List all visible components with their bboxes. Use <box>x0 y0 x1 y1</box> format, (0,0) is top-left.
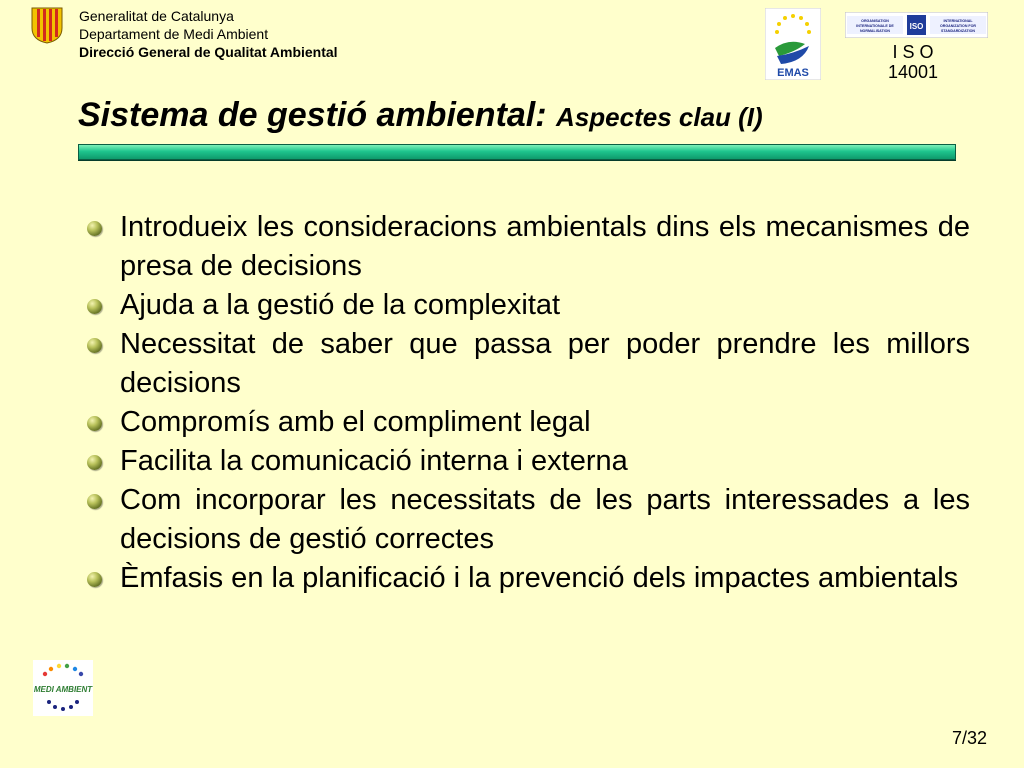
title-main: Sistema de gestió ambiental: <box>78 96 547 134</box>
bullet-icon <box>87 455 102 470</box>
list-item <box>85 286 970 325</box>
bullet-icon <box>87 572 102 587</box>
medi-ambient-logo <box>33 660 93 716</box>
page-number: 7/32 <box>951 728 987 748</box>
bullet-text: Ajuda a la gestió de la complexitat <box>120 289 561 321</box>
iso-line-1: I S O <box>892 42 934 62</box>
iso-line-2: 14001 <box>887 62 939 82</box>
list-item <box>85 208 970 286</box>
iso-standard-label <box>882 42 944 82</box>
bullet-text: Facilita la comunicació interna i externa <box>120 445 628 477</box>
bullet-icon <box>87 299 102 314</box>
org-line-1: Generalitat de Catalunya <box>79 8 234 24</box>
bullet-text: Necessitat de saber que passa per poder prendre les millors decisions <box>120 328 970 399</box>
list-item <box>85 403 970 442</box>
title-sub: Aspectes clau (I) <box>556 102 763 132</box>
list-item <box>85 481 970 559</box>
bullet-icon <box>87 494 102 509</box>
bullet-icon <box>87 221 102 236</box>
svg-text:STANDARDIZATION: STANDARDIZATION <box>940 29 976 33</box>
svg-text:NORMALISATION: NORMALISATION <box>859 29 891 33</box>
svg-text:INTERNATIONALE DE: INTERNATIONALE DE <box>856 24 894 28</box>
bullet-text: Èmfasis en la planificació i la prevenció dels impactes ambientals <box>120 562 959 594</box>
bullet-text: Introdueix les consideracions ambientals dins els mecanismes de presa de decisions <box>120 211 970 282</box>
org-line-2: Departament de Medi Ambient <box>79 26 269 42</box>
emas-label: EMAS <box>777 67 809 79</box>
bullet-text: Com incorporar les necessitats de les parts interessades a les decisions de gestió correctes <box>120 484 970 555</box>
organization-block <box>79 7 338 61</box>
list-item <box>85 442 970 481</box>
bullet-icon <box>87 416 102 431</box>
iso-mark: ISO <box>909 22 924 31</box>
iso-logo <box>845 12 988 38</box>
bullet-list <box>85 208 970 598</box>
list-item <box>85 559 970 598</box>
bullet-icon <box>87 338 102 353</box>
generalitat-crest-icon <box>30 6 64 44</box>
svg-text:ORGANISATION: ORGANISATION <box>861 19 889 23</box>
list-item <box>85 325 970 403</box>
title-divider <box>78 144 956 160</box>
slide-title <box>78 96 763 135</box>
svg-text:ORGANIZATION FOR: ORGANIZATION FOR <box>939 24 977 28</box>
org-line-3: Direcció General de Qualitat Ambiental <box>79 44 338 60</box>
bullet-text: Compromís amb el compliment legal <box>120 406 591 438</box>
svg-text:INTERNATIONAL: INTERNATIONAL <box>943 19 973 23</box>
medi-logo-text: MEDI AMBIENT <box>33 685 93 694</box>
emas-logo <box>765 8 821 80</box>
